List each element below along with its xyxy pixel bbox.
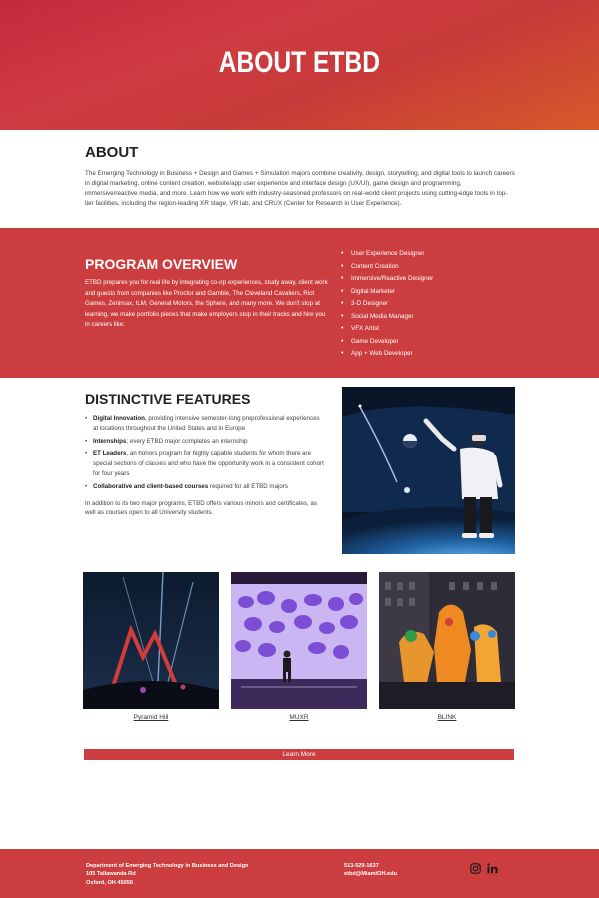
learn-more-button[interactable]: Learn More	[84, 749, 514, 760]
street-address: 105 Tallawanda Rd	[86, 871, 136, 878]
muxr-photo[interactable]	[231, 572, 367, 709]
feature-title: ET Leaders	[93, 450, 127, 458]
blink-link[interactable]: BLINK	[437, 714, 457, 721]
distinctive-features-section	[85, 391, 325, 518]
feature-desc: required for all ETBD majors	[208, 482, 288, 490]
list-item: • Game Developer	[341, 336, 433, 349]
page-title: ABOUT ETBD	[218, 46, 381, 79]
list-item: • Immersive/Reactive Designer	[341, 273, 433, 286]
list-item: • User Experience Designer	[341, 248, 433, 261]
about-section	[85, 144, 515, 209]
about-body: The Emerging Technology in Business + Design and Games + Simulation majors combine creativity, design, storytelling, and digital tools to launch careers in digital marketing, online content creation, website/app user experience and interface design (UX/UI), game design and programming, immersive/reactive media, and more. Learn how we work with industry-seasoned professors on real-world client projects using cutting-edge tools in top-tier facilities, including the region-leading XR stage, VR lab, and CRUX (Center for Research in User Experience).	[85, 170, 515, 207]
careers-list	[341, 248, 433, 361]
list-item: • VFX Artist	[341, 323, 433, 336]
list-item: • App + Web Developer	[341, 348, 433, 361]
list-item: • Digital Marketer	[341, 286, 433, 299]
department-name: Department of Emerging Technology in Business and Design	[86, 863, 249, 869]
feature-desc: , providing intensive semester-long preprofessional experiences at locations throughout the United States and in Europe	[93, 415, 320, 432]
list-item	[85, 437, 325, 447]
gallery-item-blink[interactable]	[379, 572, 515, 721]
xr-stage-illustration	[342, 387, 515, 554]
program-overview-heading: PROGRAM OVERVIEW	[85, 256, 238, 272]
footer-contact	[344, 862, 397, 879]
features-heading: DISTINCTIVE FEATURES	[85, 391, 251, 407]
list-item	[85, 414, 325, 434]
features-list	[85, 414, 325, 492]
feature-title: Digital Innovation	[93, 415, 145, 422]
feature-title: Collaborative and client-based courses	[93, 482, 209, 490]
footer-address	[86, 862, 248, 887]
about-heading: ABOUT	[85, 144, 139, 161]
email-link[interactable]: etbd@MiamiOH.edu	[344, 871, 398, 878]
gallery-item-pyramid-hill[interactable]	[83, 572, 219, 721]
feature-title: Internships	[93, 437, 127, 445]
pyramid-hill-photo[interactable]	[83, 572, 219, 709]
program-overview-section	[0, 228, 599, 378]
xr-stage-photo	[342, 387, 515, 554]
list-item: • 3-D Designer	[341, 298, 433, 311]
pyramid-hill-link[interactable]: Pyramid Hill	[133, 714, 169, 721]
linkedin-icon[interactable]	[487, 861, 498, 872]
list-item: • Content Creation	[341, 261, 433, 274]
blink-photo[interactable]	[379, 572, 515, 709]
social-links	[470, 861, 498, 872]
list-item: • Social Media Manager	[341, 311, 433, 324]
footer	[0, 849, 599, 898]
list-item	[85, 482, 325, 492]
city-state-zip: Oxford, OH 45056	[86, 879, 133, 886]
list-item	[85, 449, 325, 478]
program-overview-body: ETBD prepares you for real life by integrating co-op experiences, study away, client work and guests from companies like Proctor and Gamble, The Cleveland Cavaliers, Riot Games, Zenimax, ILM, General Motors, the Sphere, and many more. We don't stop at learning, we make portfolio pieces that make employers stop in their tracks and hire you in careers like:	[85, 279, 328, 328]
gallery-item-muxr[interactable]	[231, 572, 367, 721]
instagram-icon[interactable]	[470, 861, 481, 872]
features-closing: In addition to its two major programs, ETBD offers various minors and certificates, as well as courses open to all University students.	[85, 499, 318, 517]
phone-number[interactable]: 513-529-1637	[344, 863, 379, 869]
hero-banner	[0, 0, 599, 130]
feature-desc: ; every ETBD major completes an internship	[126, 437, 248, 445]
muxr-link[interactable]: MUXR	[289, 714, 309, 721]
feature-desc: , an honors program for highly capable students for whom there are special sections of classes and who have the opportunity work in a consistent cohort for four years	[93, 450, 324, 477]
